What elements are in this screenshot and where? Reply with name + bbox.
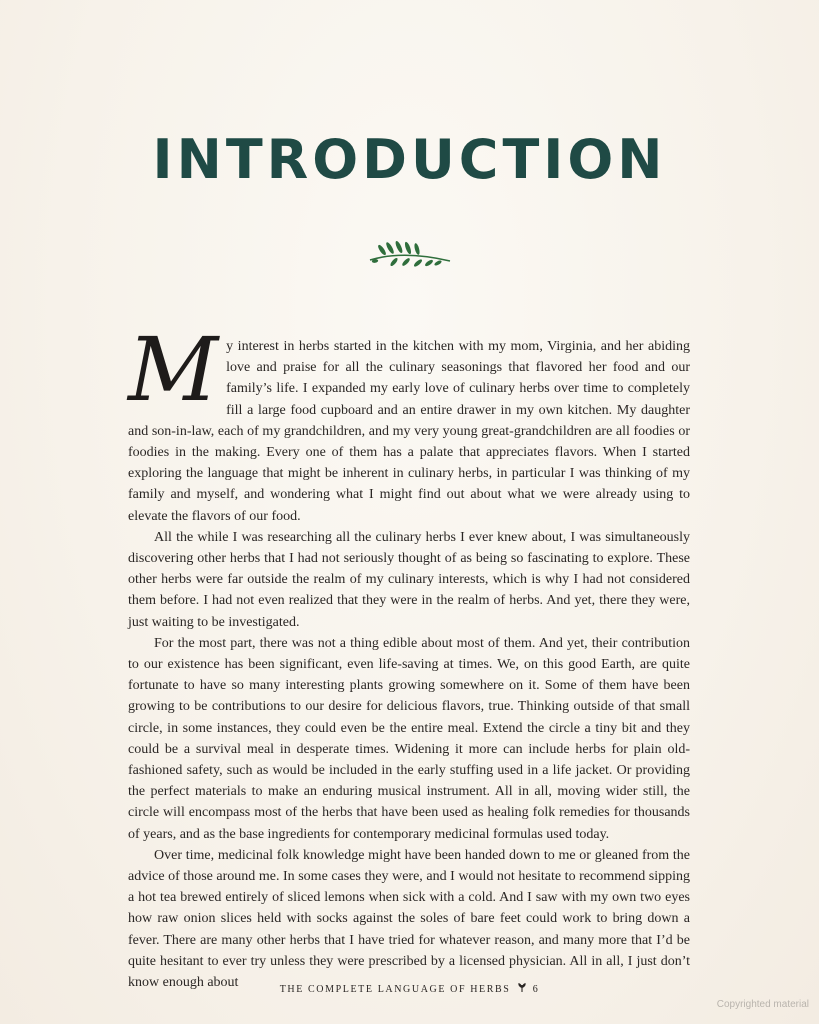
paragraph: All the while I was researching all the culinary herbs I ever knew about, I was simultaneously discovering other herbs that I had not seriously thought of as being so fascinating to explore. These other herbs were far outside the realm of my culinary interests, which is why I had not considered them before. I had not even realized that they were in the realm of herbs. And yet, there they were, just waiting to be investigated. bbox=[128, 529, 690, 630]
running-title: THE COMPLETE LANGUAGE OF HERBS bbox=[279, 984, 511, 995]
paragraph: For the most part, there was not a thing edible about most of them. And yet, their contribution to our existence has been significant, even life-saving at times. We, on this good Earth, are quite fortunate to have so many interesting plants growing somewhere on it. Some of them have been growing to be contributions to our desire for delicious flavors, true. Thinking outside of that small circle, in some instances, they could even be the entire meal. Extend the circle a tiny bit and they could be a survival meal in desperate times. Widening it more can include herbs for plain old-fashioned safety, such as would be included in the early stuffing used in a life jacket. Or providing the perfect materials to make an enduring musical instrument. All in all, moving wider still, the circle will encompass most of the herbs that have been used as healing folk remedies for thousands of years, and as the base ingredients for contemporary medicinal formulas used today. bbox=[128, 635, 690, 842]
chapter-title: INTRODUCTION bbox=[152, 128, 667, 191]
running-footer bbox=[0, 982, 819, 995]
body-text bbox=[128, 318, 690, 993]
drop-cap: M bbox=[128, 318, 219, 421]
copyright-watermark: Copyrighted material bbox=[716, 999, 809, 1010]
paragraph-text: y interest in herbs started in the kitchen with my mom, Virginia, and her abiding love and praise for all the culinary seasonings that flavored her food and our family’s life. I expanded my early love of culinary herbs over time to completely fill a large food cupboard and an entire drawer in my own kitchen. My daughter and son-in-law, each of my grandchildren, and my very young great-grandchildren are all foodies or foodies in the making. Every one of them has a palate that appreciates flavors. When I started exploring the language that might be inherent in culinary herbs, in particular I was thinking of my family and myself, and wondering what I might find out about what we were already using to elevate the flavors of our food. bbox=[128, 339, 690, 524]
leaf-icon bbox=[517, 982, 527, 993]
page-number: 6 bbox=[532, 984, 540, 995]
paragraph bbox=[128, 318, 690, 527]
herb-sprig-icon bbox=[366, 236, 454, 268]
paragraph: Over time, medicinal folk knowledge might have been handed down to me or gleaned from the advice of those around me. In some cases they were, and I would not hesitate to recommend sipping a hot tea brewed entirely of sliced lemons when sick with a cold. And I saw with my own two eyes how raw onion slices held with socks against the soles of bare feet could work to bring down a fever. There are many other herbs that I have tried for whatever reason, and many more that I’d be quite hesitant to ever try unless they were prescribed by a licensed physician. All in all, I just don’t know enough about bbox=[128, 847, 690, 991]
